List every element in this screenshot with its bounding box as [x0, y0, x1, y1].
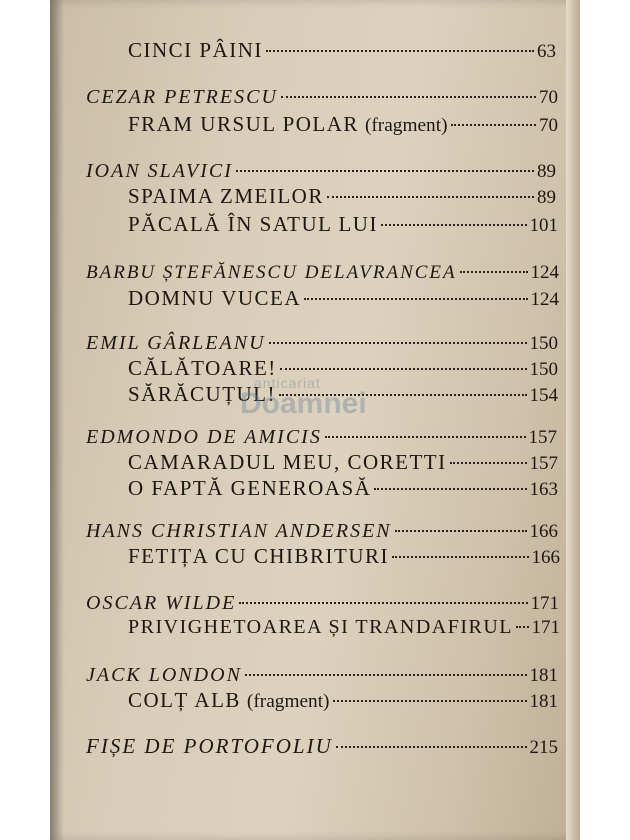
toc-title: EMIL GÂRLEANU: [86, 332, 266, 354]
toc-entry-spaima-zmeilor: [128, 184, 556, 209]
toc-entry-camaradul-meu: [128, 450, 558, 475]
toc-page-number: 70: [539, 115, 558, 136]
toc-fragment-note: (fragment): [246, 691, 330, 712]
toc-leader-dots: [392, 556, 529, 558]
toc-title: FRAM URSUL POLAR: [128, 112, 359, 136]
toc-page-number: 166: [531, 547, 560, 568]
toc-page-number: 63: [537, 41, 556, 62]
toc-leader-dots: [327, 196, 534, 198]
toc-title: IOAN SLAVICI: [86, 160, 233, 182]
toc-title: CĂLĂTOARE!: [128, 356, 277, 380]
toc-entry-privighetoarea: [128, 616, 560, 639]
toc-title: JACK LONDON: [86, 664, 242, 686]
toc-leader-dots: [333, 700, 527, 702]
toc-author-emil-garleanu: [86, 332, 558, 355]
toc-title: O FAPTĂ GENEROASĂ: [128, 476, 372, 500]
page-edge: [566, 0, 580, 840]
toc-leader-dots: [304, 298, 527, 300]
toc-entry-pacala: [128, 212, 558, 237]
toc-author-cezar-petrescu: [86, 86, 558, 109]
toc-leader-dots: [239, 602, 527, 604]
toc-title: PRIVIGHETOAREA ȘI TRANDAFIRUL: [128, 616, 514, 638]
toc-title: DOMNU VUCEA: [128, 286, 302, 310]
toc-title: EDMONDO DE AMICIS: [86, 426, 322, 448]
toc-title: FETIȚA CU CHIBRITURI: [128, 544, 389, 568]
toc-leader-dots: [236, 170, 534, 172]
toc-title: PĂCALĂ ÎN SATUL LUI: [128, 212, 378, 236]
toc-leader-dots: [395, 530, 527, 532]
watermark: [232, 375, 382, 421]
toc-page-number: 171: [531, 617, 560, 638]
page-spine-shadow: [50, 0, 64, 840]
toc-leader-dots: [266, 50, 534, 52]
toc-leader-dots: [460, 271, 528, 273]
watermark-small-text: anticariat: [254, 375, 321, 391]
toc-title: OSCAR WILDE: [86, 592, 237, 614]
toc-page-number: 89: [537, 187, 556, 208]
toc-entry-fise-de-portofoliu: [86, 734, 558, 759]
toc-page-number: 181: [529, 691, 558, 712]
toc-author-delavrancea: [86, 262, 559, 284]
watermark-big-text: Doamnei: [240, 387, 367, 420]
toc-page-number: 215: [529, 737, 558, 758]
toc-page-number: 166: [529, 521, 558, 542]
toc-page-number: 150: [529, 333, 558, 354]
toc-title: CEZAR PETRESCU: [86, 86, 278, 108]
toc-author-edmondo-de-amicis: [86, 426, 557, 449]
toc-title: SĂRĂCUȚUL!: [128, 382, 277, 406]
toc-author-jack-london: [86, 664, 558, 687]
toc-page-number: 154: [529, 385, 558, 406]
toc-title: FIȘE DE PORTOFOLIU: [86, 734, 333, 758]
toc-title: BARBU ȘTEFĂNESCU DELAVRANCEA: [86, 262, 457, 283]
toc-entry-fram-ursul-polar: [128, 112, 558, 137]
toc-leader-dots: [450, 462, 527, 464]
toc-title: COLȚ ALB: [128, 688, 241, 712]
toc-entry-domnu-vucea: [128, 286, 559, 311]
toc-page-number: 124: [530, 289, 559, 310]
toc-leader-dots: [269, 342, 527, 344]
toc-leader-dots: [336, 746, 527, 748]
toc-title: CAMARADUL MEU, CORETTI: [128, 450, 447, 474]
toc-page-number: 89: [537, 161, 556, 182]
toc-leader-dots: [280, 368, 527, 370]
toc-page-number: 150: [529, 359, 558, 380]
toc-entry-colt-alb: [128, 688, 558, 713]
toc-leader-dots: [245, 674, 527, 676]
toc-leader-dots: [516, 626, 528, 628]
toc-entry-o-fapta-generoasa: [128, 476, 558, 501]
toc-title: CINCI PÂINI: [128, 38, 263, 62]
toc-page-number: 70: [539, 87, 558, 108]
toc-page-number: 101: [529, 215, 558, 236]
toc-fragment-note: (fragment): [364, 115, 448, 136]
toc-page-number: 157: [529, 453, 558, 474]
toc-entry-cinci-paini: [128, 38, 556, 63]
toc-leader-dots: [325, 436, 526, 438]
toc-author-oscar-wilde: [86, 592, 559, 615]
toc-leader-dots: [381, 224, 527, 226]
toc-page-number: 157: [528, 427, 557, 448]
toc-page-number: 181: [529, 665, 558, 686]
toc-page-number: 124: [530, 262, 559, 283]
toc-title: HANS CHRISTIAN ANDERSEN: [86, 520, 392, 542]
toc-page-number: 163: [529, 479, 558, 500]
toc-entry-fetita-cu-chibrituri: [128, 544, 560, 569]
toc-page-number: 171: [530, 593, 559, 614]
toc-author-ioan-slavici: [86, 160, 556, 183]
toc-leader-dots: [451, 124, 536, 126]
toc-leader-dots: [281, 96, 536, 98]
toc-leader-dots: [374, 488, 526, 490]
toc-title: SPAIMA ZMEILOR: [128, 184, 324, 208]
toc-author-andersen: [86, 520, 558, 543]
